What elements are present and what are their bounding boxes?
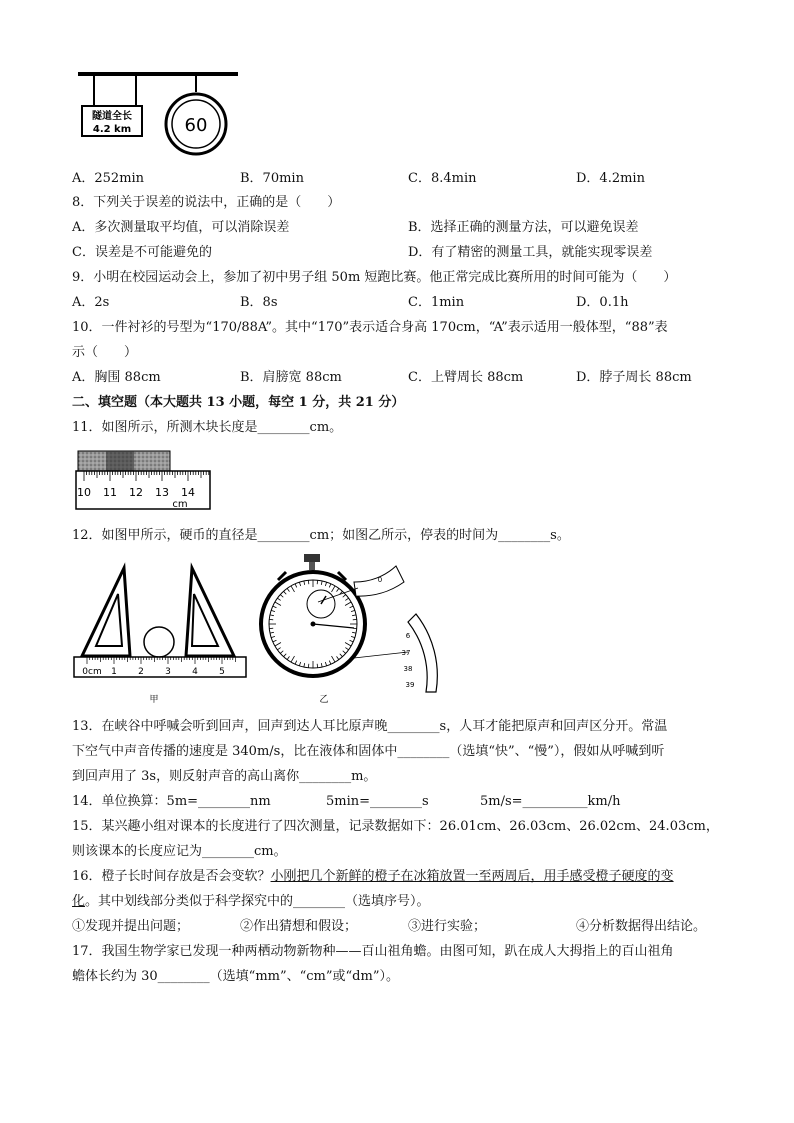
q16-step-3: ③进行实验；	[408, 919, 487, 934]
q15-line-1: 15．某兴趣小组对课本的长度进行了四次测量，记录数据如下：26.01cm、26.03cm、26.02cm、24.03cm，	[72, 819, 719, 834]
q10-option-c: C．上臂周长 88cm	[408, 370, 524, 385]
q8-option-b: B．选择正确的测量方法，可以避免误差	[408, 220, 639, 235]
stopwatch-zoom-b-39: 39	[405, 681, 415, 689]
q16-ask: 。其中划线部分类似于科学探究中的________（选填序号）。	[85, 894, 430, 909]
tunnel-length-label: 隧道全长	[92, 111, 132, 122]
q8-option-c: C．误差是不可能避免的	[72, 245, 212, 260]
q10-option-a: A．胸围 88cm	[72, 370, 161, 385]
q14-part-c: 5m/s=__________km/h	[480, 794, 621, 809]
q11-stem: 11．如图所示，所测木块长度是________cm。	[72, 420, 343, 435]
q12-tick-2: 2	[138, 667, 144, 677]
q13-line-2: 下空气中声音传播的速度是 340m/s，比在液体和固体中________（选填“快”、“慢”），假如从呼喊到听	[72, 744, 665, 759]
q17-line-2: 蟾体长约为 30________（选填“mm”、“cm”或“dm”）。	[72, 969, 399, 984]
stopwatch-zoom-b-6: 6	[405, 632, 411, 640]
q10-option-d: D．脖子周长 88cm	[576, 370, 692, 385]
q11-tick-13: 13	[155, 486, 169, 499]
q9-option-b: B．8s	[240, 295, 278, 310]
q12-label-yi: 乙	[319, 695, 329, 705]
stopwatch-zoom-a-0: 0	[377, 576, 383, 584]
q12-tick-1: 1	[111, 667, 117, 677]
q11-unit: cm	[172, 499, 188, 510]
tunnel-sign-figure	[74, 68, 244, 163]
stopwatch-zoom-b-37: 37	[401, 649, 411, 657]
q12-stem: 12．如图甲所示，硬币的直径是________cm；如图乙所示，停表的时间为________s。	[72, 528, 570, 543]
q7-option-b: B．70min	[240, 171, 304, 186]
q12-stopwatch-figure	[258, 552, 448, 712]
q14-part-b: 5min=________s	[326, 794, 429, 809]
section-2-heading: 二、填空题（本大题共 13 小题，每空 1 分，共 21 分）	[72, 395, 405, 410]
q12-label-jia: 甲	[149, 695, 159, 705]
q11-tick-10: 10	[77, 486, 91, 499]
q10-stem-2: 示（ ）	[72, 345, 138, 360]
stopwatch-zoom-b-38: 38	[403, 665, 413, 673]
q7-option-a: A．252min	[72, 171, 145, 186]
q8-stem: 8．下列关于误差的说法中，正确的是（ ）	[72, 195, 341, 210]
q7-option-d: D．4.2min	[576, 171, 645, 186]
q9-option-a: A．2s	[72, 295, 110, 310]
tunnel-length-value: 4.2 km	[92, 124, 132, 135]
q9-option-d: D．0.1h	[576, 295, 629, 310]
q8-option-d: D．有了精密的测量工具，就能实现零误差	[408, 245, 653, 260]
q16-line-1	[72, 868, 674, 886]
q11-tick-11: 11	[103, 486, 117, 499]
q16-step-1: ①发现并提出问题；	[72, 919, 190, 934]
q9-stem: 9．小明在校园运动会上，参加了初中男子组 50m 短跑比赛。他正常完成比赛所用的时间可能为（ ）	[72, 270, 677, 285]
q13-line-1: 13．在峡谷中呼喊会听到回声，回声到达人耳比原声晚________s，人耳才能把原声和回声区分开。常温	[72, 719, 668, 734]
q11-tick-14: 14	[181, 486, 195, 499]
q12-tick-4: 4	[192, 667, 198, 677]
q7-option-c: C．8.4min	[408, 171, 477, 186]
q10-stem-1: 10．一件衬衫的号型为“170/88A”。其中“170”表示适合身高 170cm，“A”表示适用一般体型，“88”表	[72, 320, 668, 335]
q16-step-4: ④分析数据得出结论。	[576, 919, 707, 934]
q16-question: 16．橙子长时间存放是否会变软？	[72, 869, 271, 884]
q17-line-1: 17．我国生物学家已发现一种两栖动物新物种——百山祖角蟾。由图可知，趴在成人大拇指上的百山祖角	[72, 944, 674, 959]
q12-tick-5: 5	[219, 667, 225, 677]
q11-tick-12: 12	[129, 486, 143, 499]
q16-line-2	[72, 893, 430, 911]
q15-line-2: 则该课本的长度应记为________cm。	[72, 844, 287, 859]
speed-limit-value: 60	[184, 115, 208, 136]
q12-coin-figure	[72, 560, 252, 710]
q10-option-b: B．肩膀宽 88cm	[240, 370, 342, 385]
q14-part-a: 14．单位换算：5m=________nm	[72, 794, 271, 809]
q16-underlined-b: 化	[72, 894, 86, 909]
q8-option-a: A．多次测量取平均值，可以消除误差	[72, 220, 290, 235]
q9-option-c: C．1min	[408, 295, 465, 310]
q12-tick-3: 3	[165, 667, 171, 677]
q16-step-2: ②作出猜想和假设；	[240, 919, 358, 934]
q12-tick-0: 0cm	[82, 667, 102, 677]
q16-underlined-a: 小刚把几个新鲜的橙子在冰箱放置一至两周后，用手感受橙子硬度的变	[270, 869, 674, 884]
q11-ruler-figure	[74, 448, 214, 512]
q13-line-3: 到回声用了 3s，则反射声音的高山离你________m。	[72, 769, 377, 784]
